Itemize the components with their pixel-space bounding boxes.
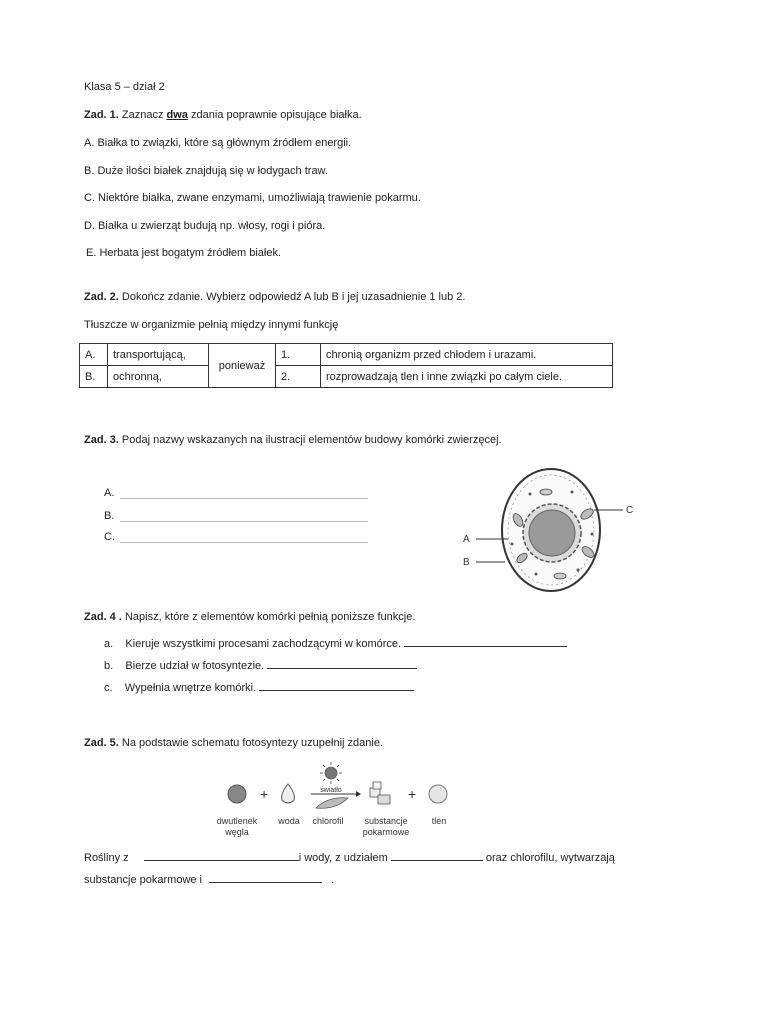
answer-c-line[interactable] xyxy=(120,542,368,543)
ribosome xyxy=(529,493,532,496)
task-5-text: Na podstawie schematu fotosyntezy uzupełnij zdanie. xyxy=(121,737,384,749)
ribosome xyxy=(577,569,580,572)
option-a-text[interactable]: transportującą, xyxy=(108,344,209,366)
sentence-part-3: oraz chlorofilu, wytwarzają xyxy=(485,852,615,864)
option-b-letter[interactable]: B. xyxy=(80,366,108,388)
task-1-rest: zdania poprawnie opisujące białka. xyxy=(191,109,362,121)
blank-1[interactable] xyxy=(144,860,299,861)
task-1-option-b[interactable]: B. Duże ilości białek znajdują się w łodygach traw. xyxy=(84,165,328,177)
leaf-icon xyxy=(316,798,348,809)
task-1-option-e[interactable]: E. Herbata jest bogatym źródłem białek. xyxy=(86,247,282,259)
sentence-part-4: substancje pokarmowe i xyxy=(84,874,203,886)
task-5-heading xyxy=(84,737,383,749)
task-2-heading xyxy=(84,291,465,303)
page-header: Klasa 5 – dział 2 xyxy=(84,81,165,93)
water-label: woda xyxy=(278,816,300,826)
item-c-answer-line[interactable] xyxy=(259,690,414,691)
reason-2-text[interactable]: rozprowadzają tlen i inne związki po całym ciele. xyxy=(321,366,613,388)
oxygen-icon xyxy=(429,785,447,803)
task-4-item-b xyxy=(104,660,417,672)
sentence-end: . xyxy=(331,874,335,886)
co2-label: dwutlenek węgla xyxy=(216,816,258,837)
task-3-heading xyxy=(84,434,502,446)
task-1-heading xyxy=(84,109,362,121)
task-5-number: Zad. 5. xyxy=(84,737,119,749)
reason-1-text[interactable]: chronią organizm przed chłodem i urazami. xyxy=(321,344,613,366)
food-label: substancje pokarmowe xyxy=(362,816,410,837)
animal-cell-illustration xyxy=(460,464,640,594)
item-c-letter: c. xyxy=(104,682,113,694)
task-4-text: Napisz, które z elementów komórki pełnią poniższe funkcje. xyxy=(124,611,416,623)
task-1-intro: Zaznacz xyxy=(121,109,164,121)
task-4-item-c xyxy=(104,682,414,694)
ribosome xyxy=(535,573,538,576)
oxygen-label: tlen xyxy=(431,816,447,826)
water-drop-icon xyxy=(282,784,295,803)
cell-label-a: A xyxy=(463,534,470,545)
option-a-letter[interactable]: A. xyxy=(80,344,108,366)
plus-2: + xyxy=(408,786,417,802)
task-5-sentence-line-2 xyxy=(84,874,334,886)
sentence-part-1: Rośliny z xyxy=(84,852,129,864)
cell-label-b: B xyxy=(463,557,470,568)
task-5-sentence-line-1 xyxy=(84,852,615,864)
light-label: światło xyxy=(320,787,342,794)
answer-b-line[interactable] xyxy=(120,521,368,522)
arrow-head xyxy=(356,791,361,797)
item-a-answer-line[interactable] xyxy=(404,646,567,647)
connector-word: ponieważ xyxy=(209,344,276,388)
blank-3[interactable] xyxy=(209,882,322,883)
co2-icon xyxy=(228,785,246,803)
task-3-number: Zad. 3. xyxy=(84,434,119,446)
task-2-sentence: Tłuszcze w organizmie pełnią między innymi funkcję xyxy=(84,319,339,331)
task-2-number: Zad. 2. xyxy=(84,291,119,303)
sun-icon xyxy=(325,767,337,779)
answer-b-label: B. xyxy=(104,510,115,522)
cell-label-c: C xyxy=(626,505,634,516)
answer-a-line[interactable] xyxy=(120,498,368,499)
sentence-part-2: i wody, z udziałem xyxy=(298,852,388,864)
item-b-text: Bierze udział w fotosyntezie. xyxy=(125,660,265,672)
task-2-text: Dokończ zdanie. Wybierz odpowiedź A lub B i jej uzasadnienie 1 lub 2. xyxy=(121,291,466,303)
ribosome xyxy=(511,543,514,546)
item-b-answer-line[interactable] xyxy=(267,668,417,669)
task-1-option-c[interactable]: C. Niektóre białka, zwane enzymami, umożliwiają trawienie pokarmu. xyxy=(84,192,421,204)
task-4-heading xyxy=(84,611,415,623)
ribosome xyxy=(571,491,574,494)
ribosome xyxy=(591,533,594,536)
answer-a-label: A. xyxy=(104,487,115,499)
reason-1-number[interactable]: 1. xyxy=(276,344,321,366)
plus-1: + xyxy=(260,786,269,802)
vesicle xyxy=(554,573,566,579)
task-4-item-a xyxy=(104,638,567,650)
option-b-text[interactable]: ochronną, xyxy=(108,366,209,388)
vesicle xyxy=(540,489,552,495)
reason-2-number[interactable]: 2. xyxy=(276,366,321,388)
item-a-letter: a. xyxy=(104,638,114,650)
food-substances-icon xyxy=(370,782,390,804)
answer-c-label: C. xyxy=(104,531,115,543)
photosynthesis-diagram xyxy=(220,760,460,820)
item-a-text: Kieruje wszystkimi procesami zachodzącymi w komórce. xyxy=(125,638,402,650)
task-4-number: Zad. 4 . xyxy=(84,611,122,623)
nucleus xyxy=(529,510,575,556)
item-b-letter: b. xyxy=(104,660,114,672)
task-1-emphasis: dwa xyxy=(166,109,188,121)
task-3-text: Podaj nazwy wskazanych na ilustracji elementów budowy komórki zwierzęcej. xyxy=(121,434,502,446)
blank-2[interactable] xyxy=(391,860,483,861)
task-1-option-d[interactable]: D. Białka u zwierząt budują np. włosy, rogi i pióra. xyxy=(84,220,326,232)
chlorophyll-label: chlorofil xyxy=(312,816,344,826)
task-1-option-a[interactable]: A. Białka to związki, które są głównym źródłem energii. xyxy=(84,137,352,149)
task-2-table xyxy=(79,343,613,388)
task-1-number: Zad. 1. xyxy=(84,109,119,121)
item-c-text: Wypełnia wnętrze komórki. xyxy=(124,682,257,694)
